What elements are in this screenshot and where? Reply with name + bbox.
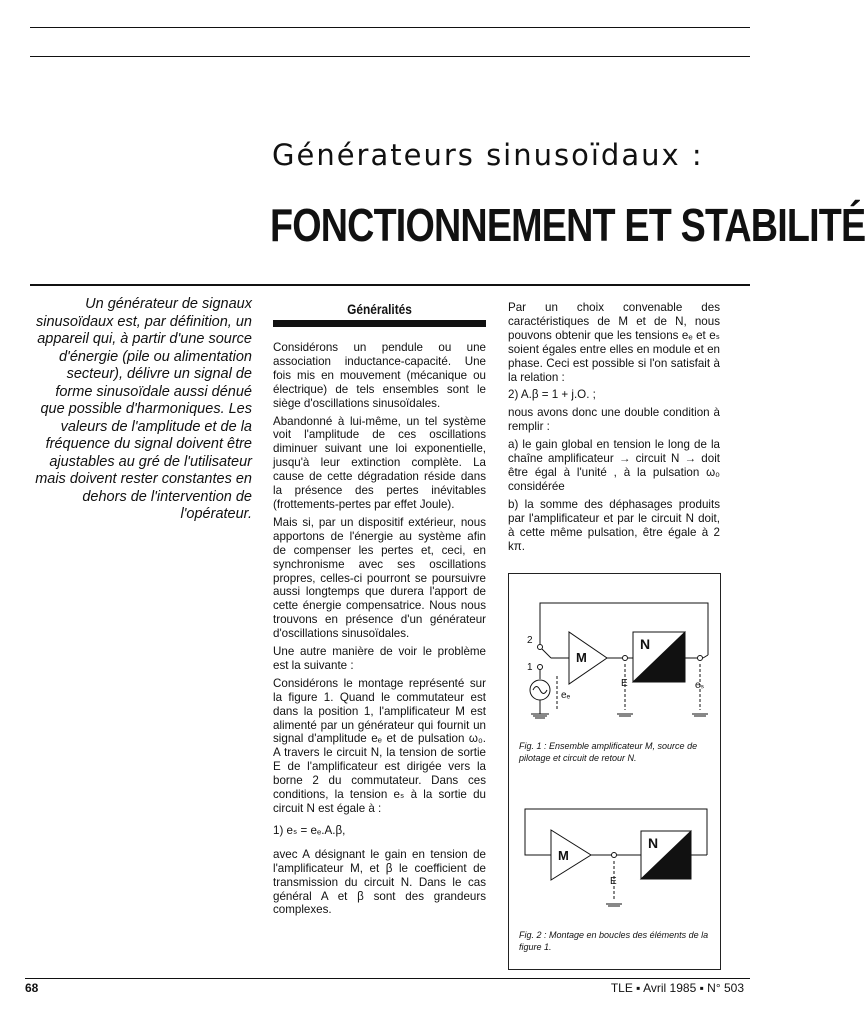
title-line-2: FONCTIONNEMENT ET STABILITÉ bbox=[270, 199, 865, 251]
network-label: N bbox=[648, 835, 659, 851]
contact-1 bbox=[538, 665, 543, 670]
figure-1-caption: Fig. 1 : Ensemble amplificateur M, source de pilotage et circuit de retour N. bbox=[519, 741, 698, 763]
intro-text: Un générateur de signaux sinusoïdaux est, par définition, un appareil qui, à partir d'une source d'énergie (pile ou alimentation secteur), délivre un signal de forme sinusoïdale aussi dénué que possible d'harmoniques. Les valeurs de l'amplitude et de la fréquence du signal doivent être ajustables au gré de l'utilisateur mais doivent rester constantes en dehors de l'intervention de l'opérateur. bbox=[35, 296, 252, 522]
equation-1: 1) eₛ = eₑ.A.β, bbox=[273, 823, 346, 837]
column-3 bbox=[508, 301, 720, 557]
wire bbox=[703, 655, 708, 658]
paragraph: Abandonné à lui-même, un tel système voit l'amplitude de ces oscillations diminuer suivant une loi exponentielle, jusqu'à leur extinction complète. La cause de cette dégradation réside dans la présence des pertes inévitables (frottements-pertes par effet Joule). bbox=[273, 414, 486, 511]
paragraph: Par un choix convenable des caractéristiques de M et de N, nous pouvons obtenir que les tensions eₑ et eₛ soient égales entre elles en module et en phase. Ceci est possible si l'on satisfait à la relation : bbox=[508, 301, 720, 384]
figure-box bbox=[508, 573, 721, 970]
paragraph: Mais si, par un dispositif extérieur, nous apportons de l'énergie au système afin de compenser les pertes et, ceci, en synchronisme avec ses oscillations propres, celles-ci pourront se poursuivre aussi longtemps que durera l'apport de cette énergie compensatrice. Nous nous trouvons en présence d'un générateur d'oscillations sinusoïdales. bbox=[273, 515, 486, 641]
title-underline bbox=[30, 284, 750, 286]
contact-2 bbox=[538, 645, 543, 650]
issue-info: TLE ▪ Avril 1985 ▪ N° 503 bbox=[610, 981, 744, 995]
ground-icon bbox=[692, 714, 708, 716]
node-E bbox=[623, 656, 628, 661]
paragraph: avec A désignant le gain en tension de l'amplificateur M, et β le coefficient de transmission du circuit N. Dans le cas général A et β sont des grandeurs complexes. bbox=[273, 847, 486, 917]
amplifier-label: M bbox=[558, 848, 569, 863]
figure-2-diagram bbox=[517, 802, 717, 917]
section-bar bbox=[273, 320, 486, 327]
paragraph: Considérons un pendule ou une association inductance-capacité. Une fois mis en mouvement (mécanique ou électrique) de tels ensembles sont le siège d'oscillations sinusoïdales. bbox=[273, 341, 486, 410]
position-2-label: 2 bbox=[527, 635, 533, 646]
paragraph: nous avons donc une double condition à remplir : bbox=[508, 406, 720, 434]
paragraph: a) le gain global en tension le long de la chaîne amplificateur → circuit N → doit être égal à l'unité , à la pulsation ω₀ considérée bbox=[508, 438, 720, 493]
node-es bbox=[698, 656, 703, 661]
paragraph: b) la somme des déphasages produits par l'amplificateur et par le circuit N doit, à cette même pulsation, être égale à 2 kπ. bbox=[508, 497, 720, 553]
title-line-1: Générateurs sinusoïdaux : bbox=[272, 138, 704, 172]
paragraph: Une autre manière de voir le problème est la suivante : bbox=[273, 645, 486, 672]
amplifier-triangle bbox=[551, 830, 591, 880]
amplifier-triangle bbox=[569, 632, 607, 684]
figure-2-caption: Fig. 2 : Montage en boucles des éléments de la figure 1. bbox=[519, 930, 709, 952]
E-label: E bbox=[610, 876, 617, 887]
E-label: E bbox=[621, 678, 628, 689]
paragraph: Considérons le montage représenté sur la figure 1. Quand le commutateur est dans la position 1, l'amplificateur M est alimenté par un générateur qui fournit un signal d'amplitude eₑ et de pulsation ω₀. A travers le circuit N, la tension de sortie E de l'amplificateur est dirigée vers la borne 2 du commutateur. Dans ces conditions, la tension eₛ à la sortie du circuit N est égale à : bbox=[273, 676, 486, 815]
footer-rule bbox=[25, 978, 750, 979]
equation-2: 2) A.β = 1 + j.O. ; bbox=[508, 388, 596, 402]
ground-icon bbox=[617, 714, 633, 716]
es-label: eₛ bbox=[695, 680, 705, 691]
network-label: N bbox=[640, 636, 651, 652]
ground-icon bbox=[606, 904, 622, 906]
page-number: 68 bbox=[25, 981, 39, 995]
switch-blade bbox=[542, 649, 551, 658]
amplifier-label: M bbox=[576, 650, 587, 665]
ground-icon bbox=[531, 714, 549, 718]
section-title: Généralités bbox=[347, 301, 412, 317]
ee-label: eₑ bbox=[561, 690, 571, 701]
column-2 bbox=[273, 301, 486, 921]
figure-1-diagram bbox=[521, 592, 716, 732]
node-E bbox=[612, 853, 617, 858]
position-1-label: 1 bbox=[527, 662, 533, 673]
